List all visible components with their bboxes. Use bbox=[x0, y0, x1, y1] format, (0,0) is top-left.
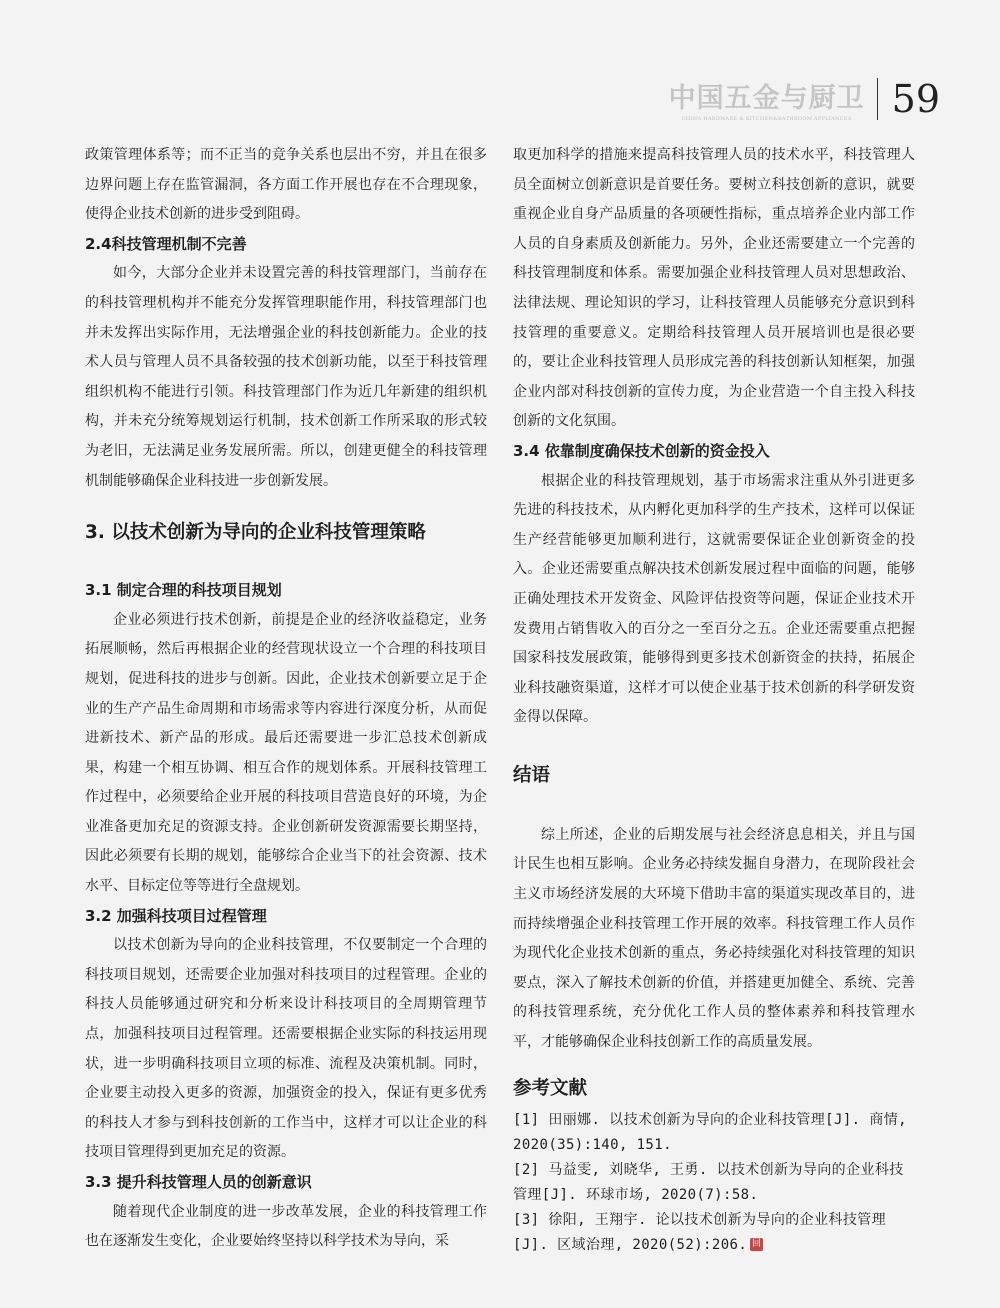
journal-logo bbox=[669, 76, 865, 122]
heading-3-4: 3.4 依靠制度确保技术创新的资金投入 bbox=[513, 441, 770, 460]
heading-3-2: 3.2 加强科技项目过程管理 bbox=[85, 906, 267, 925]
header-divider bbox=[877, 78, 878, 120]
heading-conclusion: 结语 bbox=[513, 764, 551, 786]
reference-item-2: [2] 马益雯, 刘晓华, 王勇. 以技术创新为导向的企业科技管理[J]. 环球市场, 2020(7):58. bbox=[513, 1161, 904, 1203]
paragraph-3-2: 以技术创新为导向的企业科技管理，不仅要制定一个合理的科技项目规划，还需要企业加强对科技项目的过程管理。企业的科技人员能够通过研究和分析来设计科技项目的全周期管理节点，加强科技项目过程管理。还需要根据企业实际的科技运用现状，进一步明确科技项目立项的标准、流程及决策机制。同时，企业要主动投入更多的资源，加强资金的投入，保证有更多优秀的科技人才参与到科技创新的工作当中，这样才可以让企业的科技项目管理得到更加充足的资源。 bbox=[85, 937, 487, 1161]
journal-brand: 中国五金与厨卫 bbox=[668, 83, 865, 114]
left-column bbox=[85, 141, 487, 1257]
paragraph-3-1: 企业必须进行技术创新，前提是企业的经济收益稳定，业务拓展顺畅，然后再根据企业的经营现状设立一个合理的科技项目规划，促进科技的进步与创新。因此，企业技术创新要立足于企业的生产产品生命周期和市场需求等内容进行深度分析，从而促进新技术、新产品的形成。最后还需要进一步汇总技术创新成果，构建一个相互协调、相互合作的规划体系。开展科技管理工作过程中，必须要给企业开展的科技项目营造良好的环境，为企业准备更加充足的资源支持。企业创新研发资源需要长期坚持，因此必须要有长期的规划，能够综合企业当下的社会资源、技术水平、目标定位等等进行全盘规划。 bbox=[85, 611, 487, 895]
paragraph-intro: 政策管理体系等；而不正当的竞争关系也层出不穷，并且在很多边界问题上存在监管漏洞，各方面工作开展也存在不合理现象，使得企业技术创新的进步受到阻碍。 bbox=[85, 147, 487, 223]
heading-3: 3. 以技术创新为导向的企业科技管理策略 bbox=[85, 522, 426, 544]
journal-brand-subtitle: CHINA HARDWARE & KITCHEN&BATHROOM APPLIANCES bbox=[681, 116, 852, 122]
heading-3-1: 3.1 制定合理的科技项目规划 bbox=[85, 581, 282, 600]
right-column bbox=[513, 141, 915, 1258]
reference-item-3 bbox=[513, 1208, 915, 1258]
reference-item-1: [1] 田丽娜. 以技术创新为导向的企业科技管理[J]. 商情, 2020(35):140, 151. bbox=[513, 1111, 907, 1153]
end-of-article-icon: 回 bbox=[751, 1239, 762, 1250]
heading-2-4: 2.4科技管理机制不完善 bbox=[85, 234, 247, 253]
page-number: 59 bbox=[891, 77, 940, 121]
paragraph-conclusion: 综上所述，企业的后期发展与社会经济息息相关，并且与国计民生也相互影响。企业务必持续发掘自身潜力，在现阶段社会主义市场经济发展的大环境下借助丰富的渠道实现改革目的，进而持续增强企业科技管理工作开展的效率。科技管理工作人员作为现代化企业技术创新的重点，务必持续强化对科技管理的知识要点，深入了解技术创新的价值，并搭建更加健全、系统、完善的科技管理系统，充分优化工作人员的整体素养和科技管理水平，才能够确保企业科技创新工作的高质量发展。 bbox=[513, 826, 915, 1051]
page-header bbox=[669, 74, 940, 124]
paragraph-3-3-cont: 取更加科学的措施来提高科技管理人员的技术水平，科技管理人员全面树立创新意识是首要任务。要树立科技创新的意识，就要重视企业自身产品质量的各项硬性指标，重点培养企业内部工作人员的自身素质及创新能力。另外，企业还需要建立一个完善的科技管理制度和体系。需要加强企业科技管理人员对思想政治、法律法规、理论知识的学习，让科技管理人员能够充分意识到科技管理的重要意义。定期给科技管理人员开展培训也是很必要的，要让企业科技管理人员形成完善的科技创新认知框架，加强企业内部对科技创新的宣传力度，为企业营造一个自主投入科技创新的文化氛围。 bbox=[513, 147, 915, 430]
reference-list bbox=[513, 1108, 915, 1258]
paragraph-2-4: 如今，大部分企业并未设置完善的科技管理部门，当前存在的科技管理机构并不能充分发挥管理职能作用，科技管理部门也并未发挥出实际作用，无法增强企业的科技创新能力。企业的技术人员与管理人员不具备较强的技术创新功能，以至于科技管理组织机构不能进行引领。科技管理部门作为近几年新建的组织机构，并未充分统筹规划运行机制，技术创新工作所采取的形式较为老旧，无法满足业务发展所需。所以，创建更健全的科技管理机制能够确保企业科技进一步创新发展。 bbox=[85, 265, 487, 489]
heading-references: 参考文献 bbox=[513, 1077, 588, 1099]
paragraph-3-3: 随着现代企业制度的进一步改革发展，企业的科技管理工作也在逐渐发生变化，企业要始终坚持以科学技术为导向，采 bbox=[85, 1203, 487, 1250]
reference-item-3-text: [3] 徐阳, 王翔宇. 论以技术创新为导向的企业科技管理[J]. 区域治理, 2020(52):206. bbox=[513, 1211, 887, 1253]
heading-3-3: 3.3 提升科技管理人员的创新意识 bbox=[85, 1173, 312, 1191]
paragraph-3-4: 根据企业的科技管理规划，基于市场需求注重从外引进更多先进的科技技术，从内孵化更加科学的生产技术，这样可以保证生产经营能够更加顺利进行，这就需要保证企业创新资金的投入。企业还需要重点解决技术创新发展过程中面临的问题，能够正确处理技术开发资金、风险评估投资等问题，保证企业技术开发费用占销售收入的百分之一至百分之五。企业还需要重点把握国家科技发展政策，能够得到更多技术创新资金的扶持，拓展企业科技融资渠道，这样才可以使企业基于技术创新的科学研发资金得以保障。 bbox=[513, 472, 915, 726]
